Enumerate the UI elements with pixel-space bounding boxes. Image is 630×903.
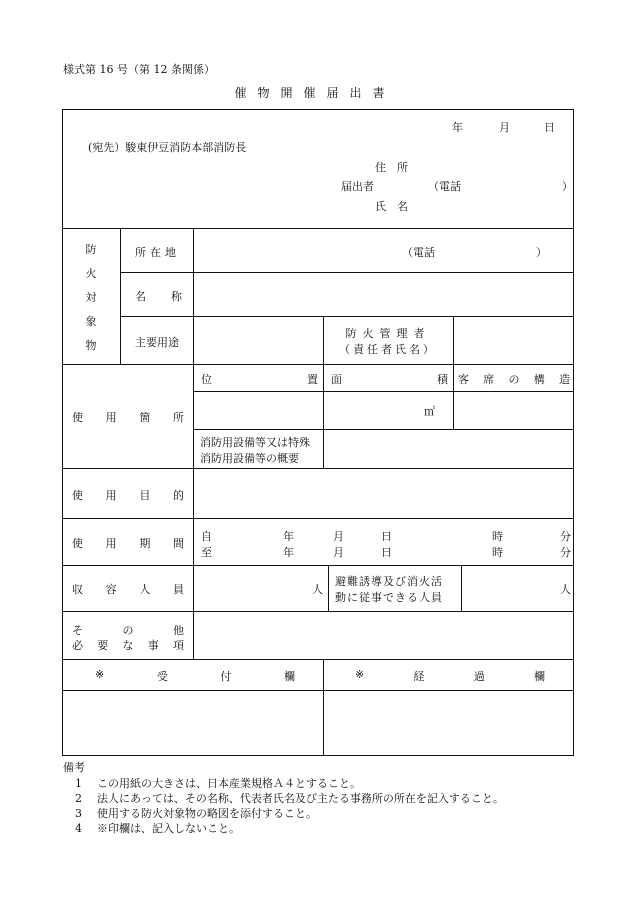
period-from-day: 日 [381,530,392,543]
line-h-name [120,316,574,317]
line-v-side-label [120,228,121,364]
note-item: 3 使用する防火対象物の略図を添付すること。 [75,807,317,820]
line-h-period [62,565,574,566]
position-label-a: 位 [201,373,212,386]
reception-column-header: ※ 受 付 欄 [95,668,295,683]
period-from-month: 月 [333,530,344,543]
position-label-b: 置 [307,373,318,386]
period-to-month: 月 [333,546,344,559]
period-from-minute: 分 [560,530,571,543]
line-h-location [120,272,574,273]
note-item: 2 法人にあっては、その名称、代表者氏名及び主たる事務所の所在を記入すること。 [75,792,504,805]
fire-manager-label: 防火管理者 [345,327,431,340]
date-year-label: 年 [452,121,463,134]
evacuation-staff-unit: 人 [560,583,571,596]
other-label-line2: 必 要 な 事 項 [72,639,184,652]
notifier-label: 届出者 [341,180,374,193]
line-h-top-section [62,228,574,229]
line-v-fire-manager [453,316,454,364]
capacity-label: 収 容 人 員 [72,583,184,596]
addressee: (宛先）駿東伊豆消防本部消防長 [88,141,247,154]
usage-area-label: 使 用 箇 所 [72,411,184,424]
evacuation-staff-label-line1: 避難誘導及び消火活 [335,575,443,588]
responsible-person-label: （責任者氏名） [339,343,437,356]
line-h-usage-header [193,391,574,392]
area-label-a: 面 [331,373,342,386]
document-title: 催物開催届出書 [234,86,396,100]
note-item: 4 ※印欄は、記入しないこと。 [75,822,240,835]
notifier-phone-close: ） [562,180,573,193]
progress-column-header: ※ 経 過 欄 [355,668,545,683]
seating-structure-label: 客 席 の 構 造 [458,373,570,386]
line-h-other [62,659,574,660]
name-label-a: 名 [135,290,146,303]
period-from-year: 年 [283,530,294,543]
usage-period-label: 使 用 期 間 [72,537,184,550]
period-to-day: 日 [381,546,392,559]
line-h-capacity [62,611,574,612]
usage-purpose-label: 使 用 目 的 [72,489,184,502]
line-v-usage-mid [323,364,324,468]
capacity-unit: 人 [312,583,323,596]
area-unit: ㎡ [424,405,435,418]
date-month-label: 月 [499,121,510,134]
period-to-hour: 時 [492,546,503,559]
line-h-fire-target [62,364,574,365]
area-label-b: 積 [437,373,448,386]
form-number: 様式第 16 号（第 12 条関係） [63,63,215,76]
name-label: 氏 名 [375,200,408,213]
address-label: 住 所 [375,161,408,174]
equipment-label-line2: 消防用設備等の概要 [200,452,299,465]
line-v-capacity-right [461,565,462,611]
location-phone-open: （電話 [402,246,435,259]
notifier-phone-open: （電話 [428,180,461,193]
location-label: 所在地 [135,246,180,259]
note-item: 1 この用紙の大きさは、日本産業規格Ａ４とすること。 [75,777,361,790]
reception-box [63,691,323,755]
notes-heading: 備考 [63,761,85,774]
period-to-year: 年 [283,546,294,559]
location-phone-close: ） [536,246,547,259]
name-label-b: 称 [171,290,182,303]
line-h-purpose [62,518,574,519]
period-from: 自 [201,530,212,543]
line-h-usage [62,468,574,469]
period-to-minute: 分 [560,546,571,559]
line-v-label-column [193,228,194,659]
line-h-usage-values [193,429,574,430]
period-from-hour: 時 [492,530,503,543]
period-to: 至 [201,546,212,559]
fire-target-side-label: 防 火 対 象 物 [85,243,97,352]
equipment-label-line1: 消防用設備等又は特殊 [200,436,310,449]
main-use-label: 主要用途 [135,336,179,349]
line-v-capacity-mid [328,565,329,611]
evacuation-staff-label-line2: 動に従事できる人員 [335,591,443,604]
date-day-label: 日 [544,121,555,134]
other-label-line1: そ の 他 [72,624,184,637]
progress-box [324,691,573,755]
line-v-usage-right [453,364,454,429]
